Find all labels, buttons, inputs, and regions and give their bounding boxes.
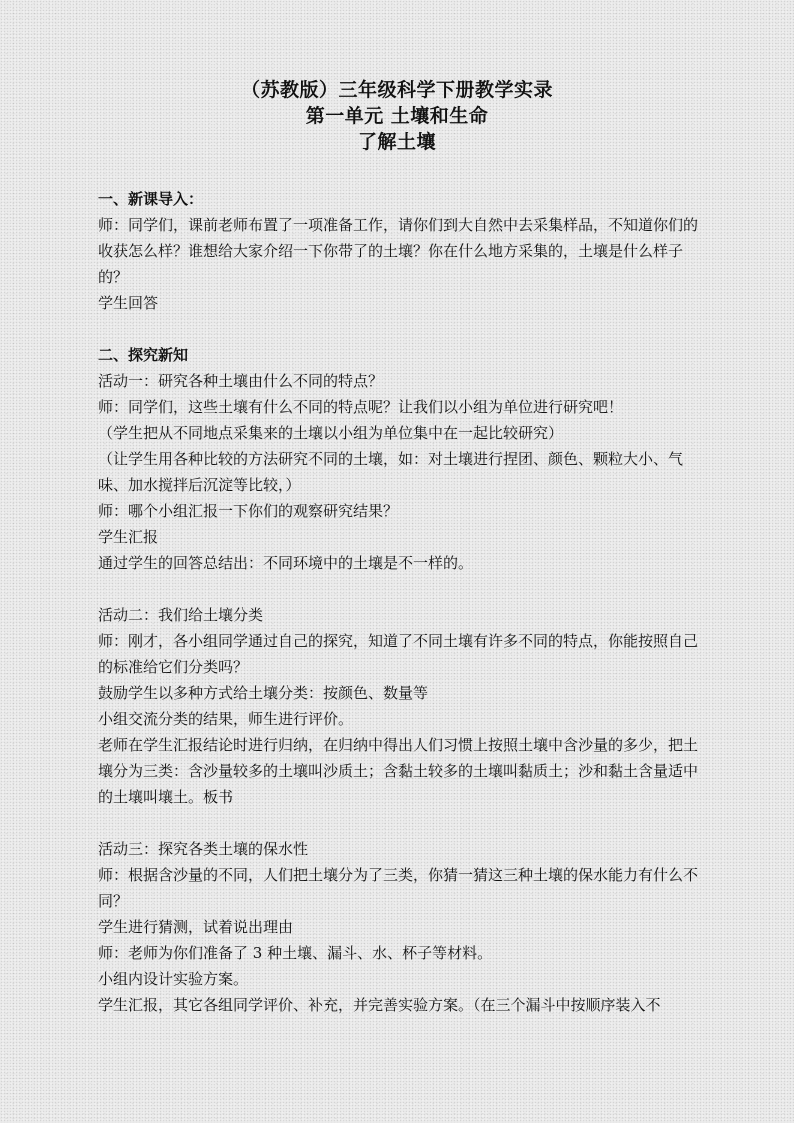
activity-title: 活动一：研究各种土壤由什么不同的特点？: [98, 372, 384, 390]
paragraph: 师：根据含沙量的不同，人们把土壤分为了三类，你猜一猜这三种土壤的保水能力有什么不同？: [98, 866, 699, 910]
paragraph: 通过学生的回答总结出：不同环境中的土壤是不一样的。: [98, 554, 474, 572]
paragraph: 鼓励学生以多种方式给土壤分类：按颜色、数量等: [98, 684, 429, 702]
paragraph: 老师在学生汇报结论时进行归纳，在归纳中得出人们习惯上按照土壤中含沙量的多少，把土壤分为三类：含沙量较多的土壤叫沙质土；含黏土较多的土壤叫黏质土；沙和黏土含量适中的土壤叫壤土。板书: [98, 736, 699, 806]
section-heading-explore: 二、探究新知: [98, 346, 189, 364]
activity-title: 活动二：我们给土壤分类: [98, 606, 264, 624]
lesson-title: 了解土壤: [357, 131, 436, 153]
paragraph: 师：哪个小组汇报一下你们的观察研究结果？: [98, 502, 399, 520]
paragraph: （学生把从不同地点采集来的土壤以小组为单位集中在一起比较研究）: [98, 424, 564, 442]
paragraph: （让学生用各种比较的方法研究不同的土壤，如：对土壤进行捏团、颜色、颗粒大小、气味、加水搅拌后沉淀等比较，）: [98, 450, 684, 494]
paragraph: 学生汇报: [98, 528, 159, 546]
section-heading-intro: 一、新课导入：: [98, 190, 204, 208]
paragraph: 师：同学们，这些土壤有什么不同的特点呢？让我们以小组为单位进行研究吧！: [98, 398, 624, 416]
blank-line: [98, 576, 698, 602]
document-body: [98, 186, 698, 1018]
paragraph: 师：同学们，课前老师布置了一项准备工作，请你们到大自然中去采集样品，不知道你们的收获怎么样？谁想给大家介绍一下你带了的土壤？你在什么地方采集的，土壤是什么样子的？: [98, 216, 699, 286]
paragraph: 学生汇报，其它各组同学评价、补充，并完善实验方案。（在三个漏斗中按顺序装入不: [98, 996, 661, 1014]
paragraph: 小组交流分类的结果，师生进行评价。: [98, 710, 354, 728]
blank-line: [98, 316, 698, 342]
paragraph: 学生回答: [98, 294, 159, 312]
blank-line: [98, 810, 698, 836]
activity-title: 活动三：探究各类土壤的保水性: [98, 840, 309, 858]
paragraph: 师：刚才，各小组同学通过自己的探究，知道了不同土壤有许多不同的特点，你能按照自己的标准给它们分类吗？: [98, 632, 699, 676]
document-title: （苏教版）三年级科学下册教学实录: [240, 79, 553, 101]
paragraph: 学生进行猜测，试着说出理由: [98, 918, 294, 936]
document-title-block: [0, 77, 794, 155]
paragraph: 小组内设计实验方案。: [98, 970, 249, 988]
unit-title: 第一单元 土壤和生命: [305, 105, 489, 127]
paragraph: 师：老师为你们准备了 3 种土壤、漏斗、水、杯子等材料。: [98, 944, 493, 962]
